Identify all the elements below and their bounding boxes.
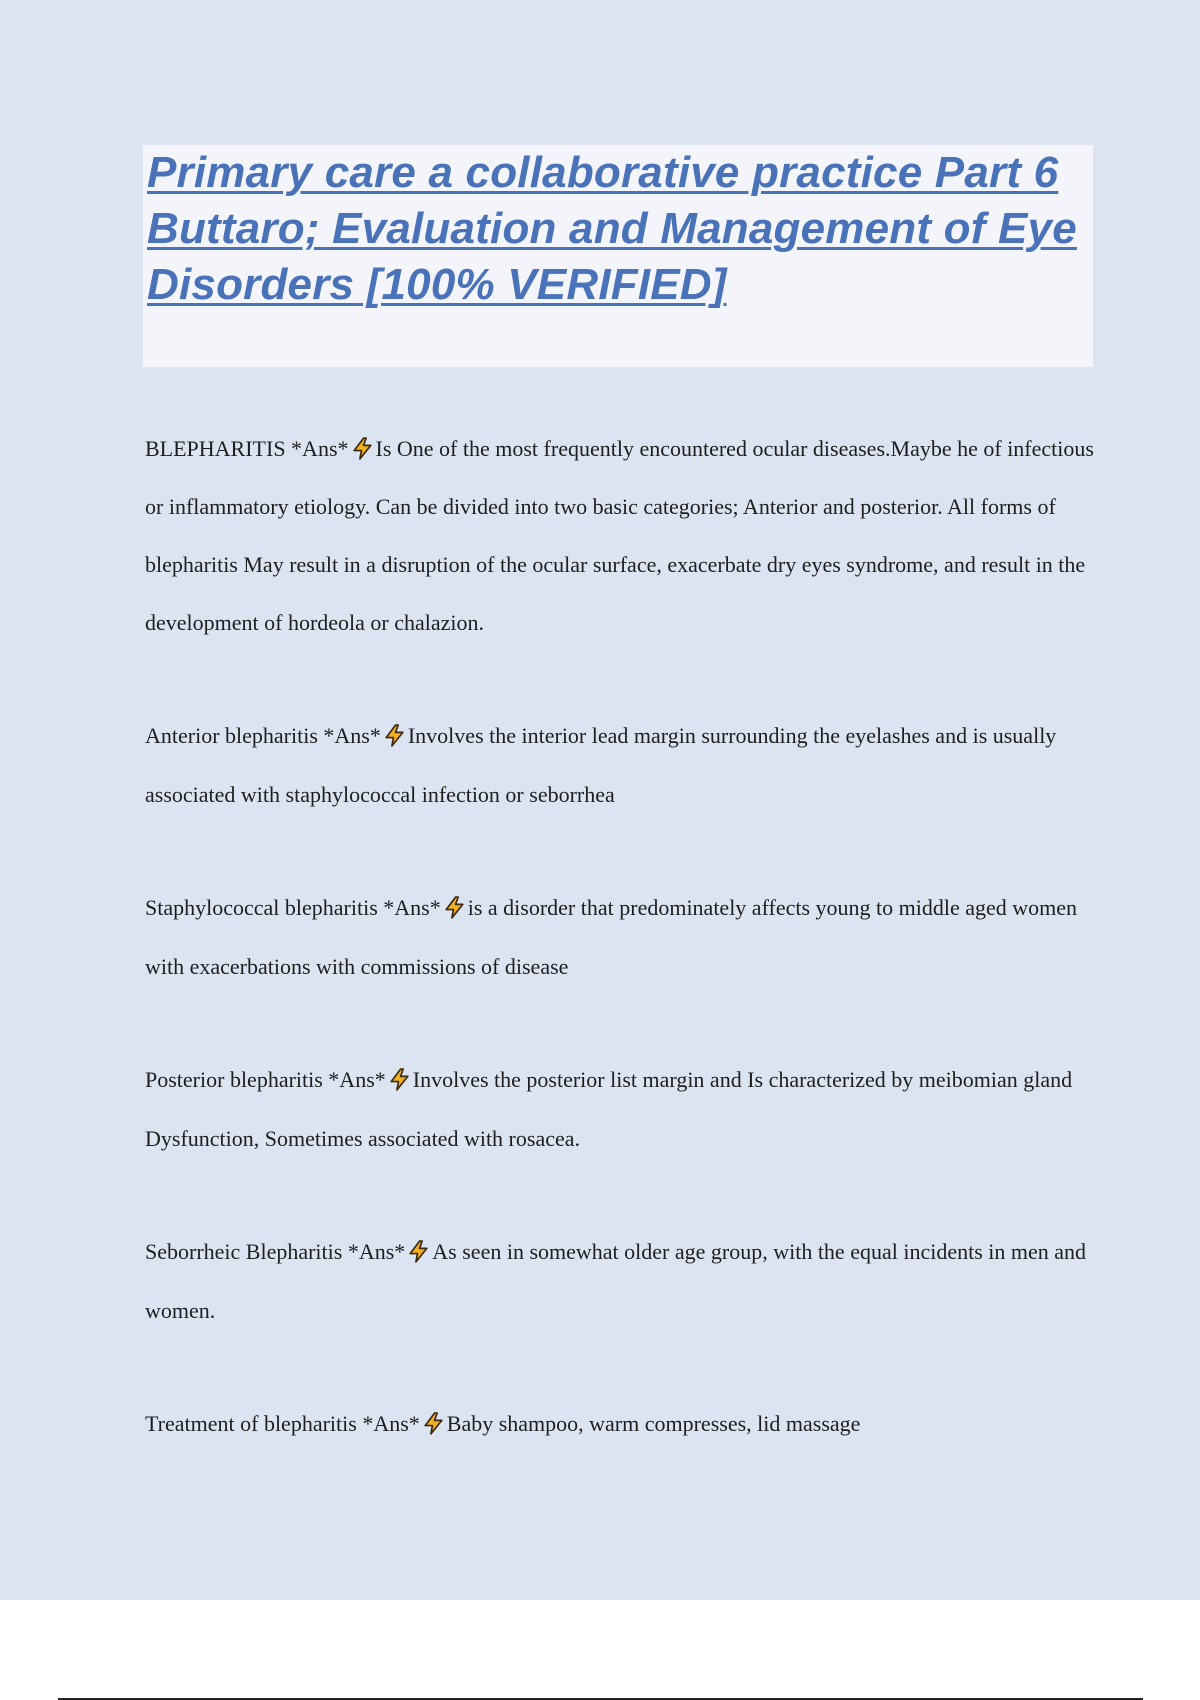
entry-term: Posterior blepharitis *Ans* — [145, 1067, 386, 1092]
entry-answer: Involves the interior lead margin surrounding the eyelashes and is usually associated with staphylococcal infection or seborrhea — [145, 723, 1057, 807]
lightning-bolt-icon — [382, 723, 407, 748]
qa-list — [145, 420, 1095, 1453]
entry-answer: Baby shampoo, warm compresses, lid massage — [446, 1411, 861, 1436]
lightning-bolt-icon — [350, 436, 375, 461]
lightning-bolt-icon — [406, 1239, 431, 1264]
entry-answer: is a disorder that predominately affects young to middle aged women with exacerbations with commissions of disease — [145, 895, 1078, 979]
entry-answer: As seen in somewhat older age group, with the equal incidents in men and women. — [145, 1239, 1087, 1323]
entry-term: Seborrheic Blepharitis *Ans* — [145, 1239, 406, 1264]
entry-term: Anterior blepharitis *Ans* — [145, 723, 381, 748]
qa-entry — [145, 1222, 1095, 1340]
title-block — [143, 145, 1093, 367]
document-title: Primary care a collaborative practice Part 6 Buttaro; Evaluation and Management of Eye Disorders [100% VERIFIED] — [147, 148, 1077, 309]
entry-answer: Is One of the most frequently encountered ocular diseases.Maybe he of infectious or inflammatory etiology. Can be divided into two basic categories; Anterior and posterior. All forms of blepharitis May result in a disruption of the ocular surface, exacerbate dry eyes syndrome, and result in the development of hordeola or chalazion. — [145, 436, 1094, 635]
lightning-bolt-icon — [442, 895, 467, 920]
entry-term: Staphylococcal blepharitis *Ans* — [145, 895, 441, 920]
qa-entry — [145, 878, 1095, 996]
qa-entry — [145, 1394, 1095, 1453]
entry-answer: Involves the posterior list margin and Is characterized by meibomian gland Dysfunction, Sometimes associated with rosacea. — [145, 1067, 1073, 1151]
qa-entry — [145, 706, 1095, 824]
lightning-bolt-icon — [421, 1411, 446, 1436]
qa-entry — [145, 420, 1095, 652]
entry-term: Treatment of blepharitis *Ans* — [145, 1411, 420, 1436]
lightning-bolt-icon — [387, 1067, 412, 1092]
qa-entry — [145, 1050, 1095, 1168]
entry-term: BLEPHARITIS *Ans* — [145, 436, 349, 461]
